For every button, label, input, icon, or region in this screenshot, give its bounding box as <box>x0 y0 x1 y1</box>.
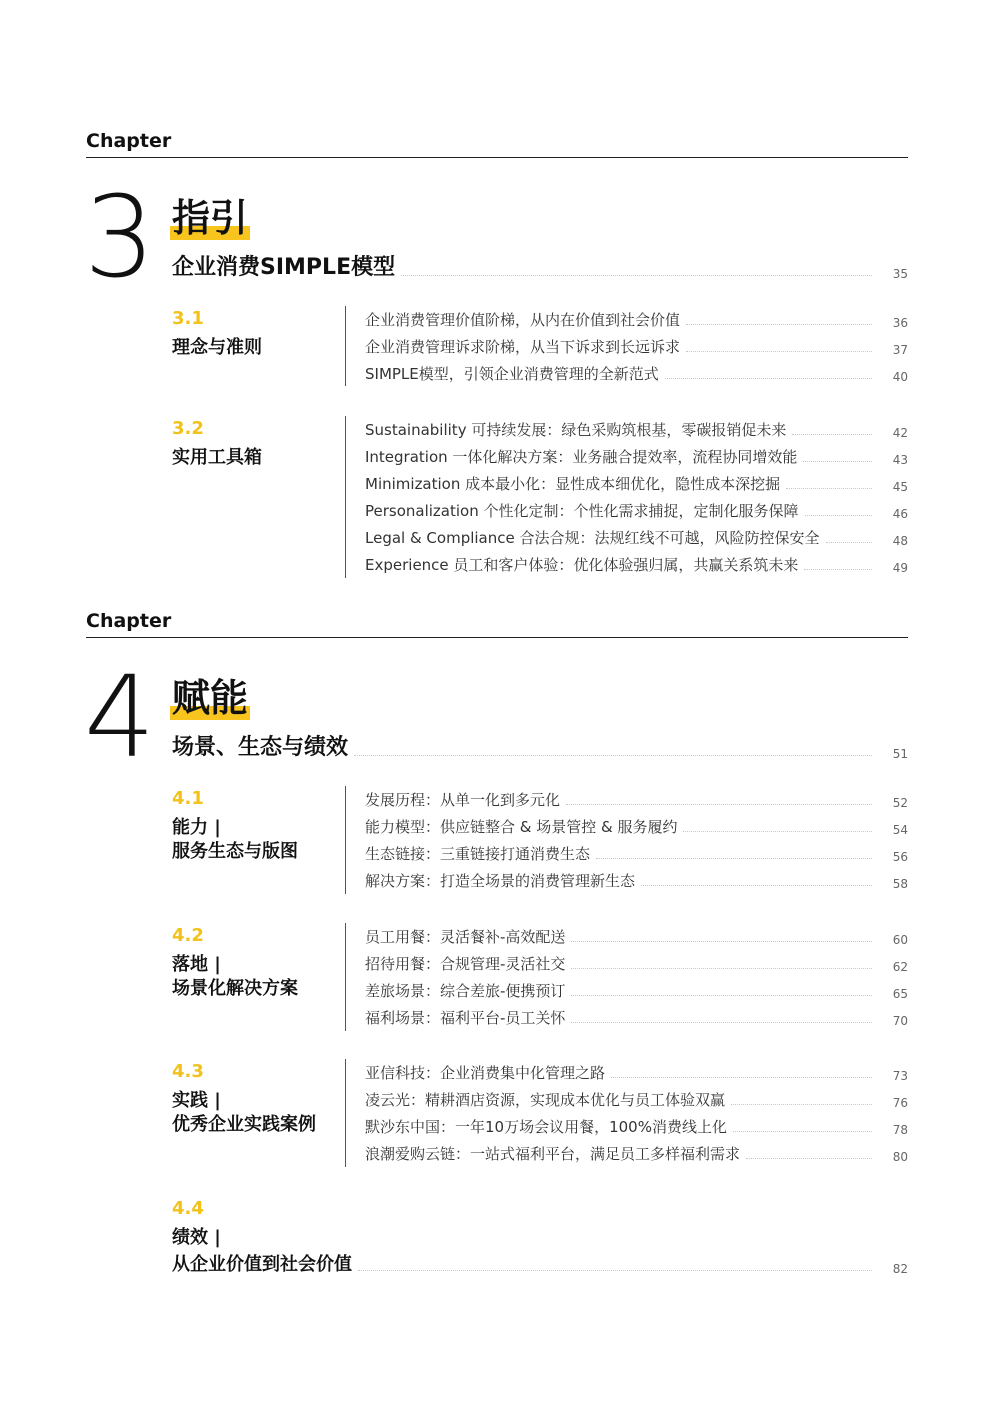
chapter-title-wrap <box>172 676 248 720</box>
entry-text: Personalization 个性化定制：个性化需求捕捉，定制化服务保障 <box>365 502 799 520</box>
page-number: 73 <box>892 1069 908 1083</box>
page-number: 62 <box>892 960 908 974</box>
dot-leader <box>358 1270 872 1271</box>
toc-entry[interactable] <box>365 308 908 330</box>
section-title-line: 服务生态与版图 <box>172 841 298 862</box>
dot-leader <box>746 1158 872 1159</box>
section-divider <box>345 786 346 894</box>
entry-text: 发展历程：从单一化到多元化 <box>365 791 561 809</box>
chapter-title <box>172 196 248 240</box>
toc-entry[interactable] <box>365 925 908 947</box>
toc-entry[interactable] <box>365 526 908 548</box>
chapter-subtitle: 企业消费SIMPLE模型 <box>172 255 396 280</box>
page-number: 52 <box>892 796 908 810</box>
entry-text: 浪潮爱购云链：一站式福利平台，满足员工多样福利需求 <box>365 1145 741 1163</box>
page-number: 60 <box>892 933 908 947</box>
dot-leader <box>611 1077 872 1078</box>
page-number: 43 <box>892 453 908 467</box>
toc-entry[interactable] <box>365 553 908 575</box>
toc-entry[interactable] <box>365 1115 908 1137</box>
section-title: 理念与准则 <box>172 337 262 358</box>
page-number: 51 <box>892 747 908 761</box>
entry-text: Integration 一体化解决方案：业务融合提效率，流程协同增效能 <box>365 448 798 466</box>
entry-text: 企业消费管理价值阶梯，从内在价值到社会价值 <box>365 311 681 329</box>
chapter-divider <box>86 637 908 638</box>
entry-text: 招待用餐：合规管理-灵活社交 <box>365 955 566 973</box>
page-number: 65 <box>892 987 908 1001</box>
dot-leader <box>803 461 872 462</box>
chapter-subtitle: 场景、生态与绩效 <box>172 735 349 760</box>
page-number: 58 <box>892 877 908 891</box>
section-title-line: 实践 | <box>172 1090 221 1111</box>
dot-leader <box>826 542 873 543</box>
entry-text: 差旅场景：综合差旅-便携预订 <box>365 982 566 1000</box>
entry-text: 企业消费管理诉求阶梯，从当下诉求到长远诉求 <box>365 338 681 356</box>
page-number: 76 <box>892 1096 908 1110</box>
chapter-label: Chapter <box>86 130 172 152</box>
section-title-line: 能力 | <box>172 817 221 838</box>
dot-leader <box>641 885 872 886</box>
entry-text: 默沙东中国：一年10万场会议用餐，100%消费线上化 <box>365 1118 727 1136</box>
toc-entry[interactable] <box>365 952 908 974</box>
toc-entry-final[interactable] <box>172 1250 908 1276</box>
dot-leader <box>686 351 872 352</box>
page-number: 35 <box>892 267 908 281</box>
dot-leader <box>686 324 872 325</box>
entry-text: 员工用餐：灵活餐补-高效配送 <box>365 928 566 946</box>
entry-text: SIMPLE模型，引领企业消费管理的全新范式 <box>365 365 659 383</box>
toc-entry[interactable] <box>365 1142 908 1164</box>
entry-text: 能力模型：供应链整合 & 场景管控 & 服务履约 <box>365 818 678 836</box>
page-number: 49 <box>892 561 908 575</box>
dot-leader <box>571 1022 872 1023</box>
toc-entry[interactable] <box>365 869 908 891</box>
dot-leader <box>571 968 872 969</box>
page-number: 54 <box>892 823 908 837</box>
toc-entry[interactable] <box>365 362 908 384</box>
chapter-title <box>172 676 248 720</box>
page-number: 42 <box>892 426 908 440</box>
section-title: 实用工具箱 <box>172 447 262 468</box>
entry-text: Experience 员工和客户体验：优化体验强归属，共赢关系筑未来 <box>365 556 799 574</box>
chapter-title-text: 指引 <box>172 196 249 240</box>
toc-entry[interactable] <box>365 472 908 494</box>
entry-text: 解决方案：打造全场景的消费管理新生态 <box>365 872 636 890</box>
toc-entry[interactable] <box>365 815 908 837</box>
chapter-subtitle-row[interactable] <box>172 730 908 761</box>
chapter-divider <box>86 157 908 158</box>
page-number: 48 <box>892 534 908 548</box>
entry-text: 从企业价值到社会价值 <box>172 1254 352 1275</box>
toc-entry[interactable] <box>365 1006 908 1028</box>
chapter-label: Chapter <box>86 610 172 632</box>
dot-leader <box>566 804 872 805</box>
toc-entry[interactable] <box>365 418 908 440</box>
dot-leader <box>731 1104 872 1105</box>
section-title-line: 绩效 | <box>172 1227 221 1248</box>
section-number: 3.1 <box>172 308 204 329</box>
dot-leader <box>401 275 872 276</box>
page-number: 56 <box>892 850 908 864</box>
section-title-line: 场景化解决方案 <box>172 978 298 999</box>
section-title-line: 优秀企业实践案例 <box>172 1114 316 1135</box>
toc-entry[interactable] <box>365 842 908 864</box>
page-number: 36 <box>892 316 908 330</box>
page-number: 40 <box>892 370 908 384</box>
toc-entry[interactable] <box>365 979 908 1001</box>
page-number: 78 <box>892 1123 908 1137</box>
dot-leader <box>792 434 872 435</box>
chapter-title-wrap <box>172 196 248 240</box>
dot-leader <box>804 569 872 570</box>
page-number: 46 <box>892 507 908 521</box>
toc-entry[interactable] <box>365 499 908 521</box>
section-divider <box>345 923 346 1031</box>
toc-entry[interactable] <box>365 1088 908 1110</box>
dot-leader <box>571 995 872 996</box>
toc-entry[interactable] <box>365 335 908 357</box>
entry-text: 亚信科技：企业消费集中化管理之路 <box>365 1064 606 1082</box>
dot-leader <box>683 831 872 832</box>
section-divider <box>345 1059 346 1167</box>
toc-entry[interactable] <box>365 445 908 467</box>
section-number: 4.3 <box>172 1061 204 1082</box>
toc-entry[interactable] <box>365 1061 908 1083</box>
entry-text: Sustainability 可持续发展：绿色采购筑根基，零碳报销促未来 <box>365 421 787 439</box>
entry-text: Legal & Compliance 合法合规：法规红线不可越，风险防控保安全 <box>365 529 820 547</box>
section-number: 4.2 <box>172 925 204 946</box>
entry-text: 凌云光：精耕酒店资源，实现成本优化与员工体验双赢 <box>365 1091 726 1109</box>
section-divider <box>345 416 346 578</box>
dot-leader <box>805 515 872 516</box>
entry-text: Minimization 成本最小化：显性成本细优化，隐性成本深挖掘 <box>365 475 781 493</box>
chapter-number: 4 <box>84 653 156 783</box>
page-number: 37 <box>892 343 908 357</box>
chapter-subtitle-row[interactable] <box>172 250 908 281</box>
page-number: 80 <box>892 1150 908 1164</box>
section-number: 3.2 <box>172 418 204 439</box>
dot-leader <box>665 378 872 379</box>
dot-leader <box>571 941 872 942</box>
entry-text: 福利场景：福利平台-员工关怀 <box>365 1009 566 1027</box>
dot-leader <box>733 1131 872 1132</box>
chapter-number: 3 <box>84 173 156 303</box>
page-number: 82 <box>892 1262 908 1276</box>
section-number: 4.1 <box>172 788 204 809</box>
chapter-title-text: 赋能 <box>172 676 249 720</box>
dot-leader <box>354 755 872 756</box>
dot-leader <box>596 858 872 859</box>
section-divider <box>345 306 346 386</box>
page-number: 45 <box>892 480 908 494</box>
page-number: 70 <box>892 1014 908 1028</box>
section-title-line: 落地 | <box>172 954 221 975</box>
dot-leader <box>786 488 872 489</box>
section-number: 4.4 <box>172 1198 204 1219</box>
toc-entry[interactable] <box>365 788 908 810</box>
entry-text: 生态链接：三重链接打通消费生态 <box>365 845 591 863</box>
